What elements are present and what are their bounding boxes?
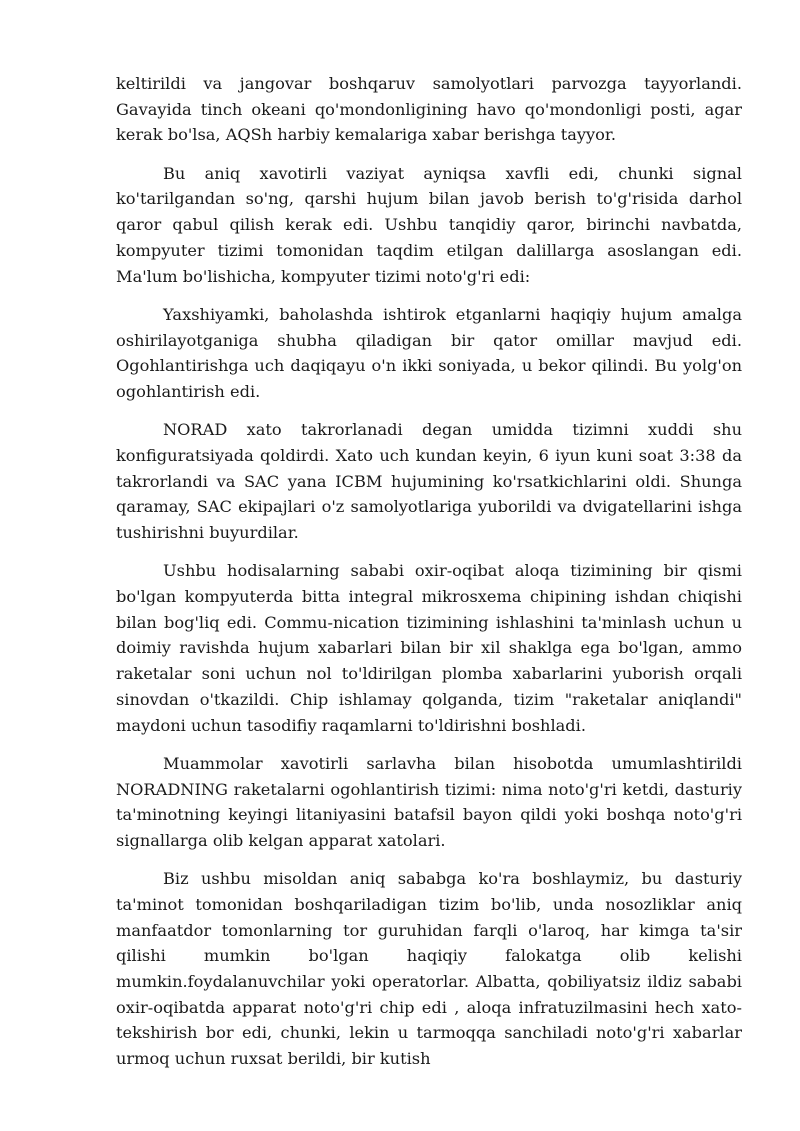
paragraph-7: Biz ushbu misoldan aniq sababga ko'ra boshlaymiz, bu dasturiy ta'minot tomonidan boshqariladigan tizim bo'lib, unda nosozliklar aniq manfaatdor tomonlarning tor guruhidan farqli o'laroq, har kimga ta'sir qilishi mumkin bo'lgan haqiqiy falokatga olib kelishi mumkin.foydalanuvchilar yoki operatorlar. Albatta, qobiliyatsiz ildiz sababi oxir-oqibatda apparat noto'g'ri chip edi , aloqa infratuzilmasini hech xato-tekshirish bor edi, chunki, lekin u tarmoqqa sanchiladi noto'g'ri xabarlar urmoq uchun ruxsat berildi, bir kutish xyxy=(116,869,742,1069)
paragraph-4: NORAD xato takrorlanadi degan umidda tizimni xuddi shu konfiguratsiyada qoldirdi. Xato uch kundan keyin, 6 iyun kuni soat 3:38 da takrorlandi va SAC yana ICBM hujumining ko'rsatkichlarini oldi. Shunga qaramay, SAC ekipajlari o'z samolyotlariga yuborildi va dvigatellarini ishga tushirishni buyurdilar. xyxy=(116,420,742,543)
paragraph-3: Yaxshiyamki, baholashda ishtirok etganlarni haqiqiy hujum amalga oshirilayotganiga shubha qiladigan bir qator omillar mavjud edi. Ogohlantirishga uch daqiqayu o'n ikki soniyada, u bekor qilindi. Bu yolg'on ogohlantirish edi. xyxy=(116,304,742,401)
paragraph-5: Ushbu hodisalarning sababi oxir-oqibat aloqa tizimining bir qismi bo'lgan kompyuterda bitta integral mikrosxema chipining ishdan chiqishi bilan bog'liq edi. Commu-nication tizimining ishlashini ta'minlash uchun u doimiy ravishda hujum xabarlari bilan bir xil shaklga ega bo'lgan, ammo raketalar soni uchun nol to'ldirilgan plomba xabarlarini yuborish orqali sinovdan o'tkazildi. Chip ishlamay qolganda, tizim "raketalar aniqlandi" maydoni uchun tasodifiy raqamlarni to'ldirishni boshladi. xyxy=(116,561,742,735)
paragraph-6: Muammolar xavotirli sarlavha bilan hisobotda umumlashtirildi NORADNING raketalarni ogohlantirish tizimi: nima noto'g'ri ketdi, dasturiy ta'minotning keyingi litaniyasini batafsil bayon qildi yoki boshqa noto'g'ri signallarga olib kelgan apparat xatolari. xyxy=(116,753,742,850)
paragraph-1: keltirildi va jangovar boshqaruv samolyotlari parvozga tayyorlandi. Gavayida tinch okeani qo'mondonligining havo qo'mondonligi posti, agar kerak bo'lsa, AQSh harbiy kemalariga xabar berishga tayyor. xyxy=(116,74,742,145)
body-text xyxy=(116,71,742,1072)
paragraph-2: Bu aniq xavotirli vaziyat ayniqsa xavfli edi, chunki signal ko'tarilgandan so'ng, qarshi hujum bilan javob berish to'g'risida darhol qaror qabul qilish kerak edi. Ushbu tanqidiy qaror, birinchi navbatda, kompyuter tizimi tomonidan taqdim etilgan dalillarga asoslangan edi. Ma'lum bo'lishicha, kompyuter tizimi noto'g'ri edi: xyxy=(116,163,742,286)
